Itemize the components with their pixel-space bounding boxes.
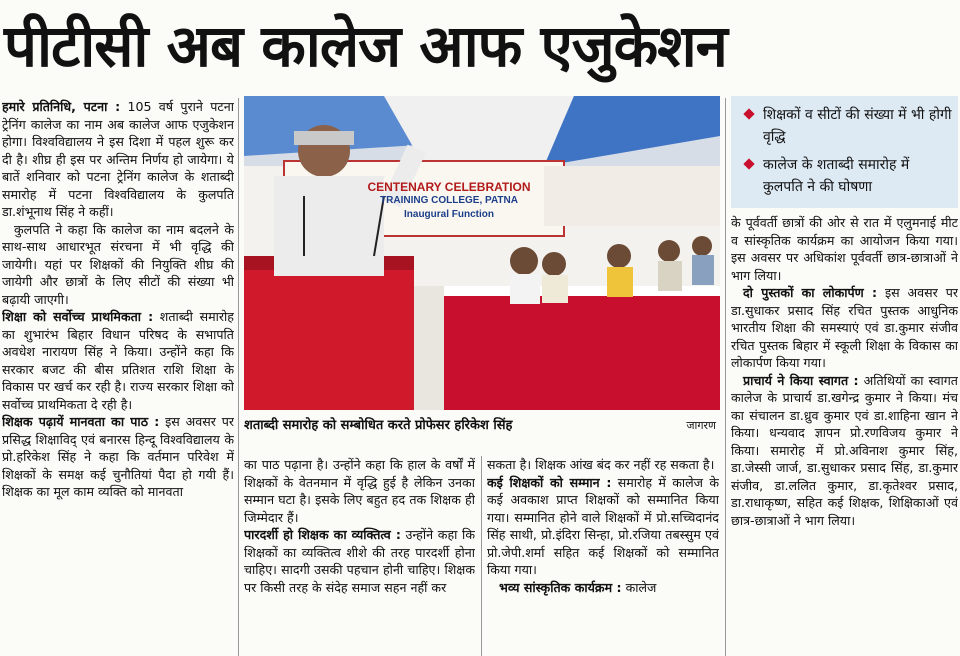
dateline: हमारे प्रतिनिधि, पटना : [2,99,121,114]
highlight-text: कालेज के शताब्दी समारोह में कुलपति ने की घोषणा [763,157,910,195]
subheading: भव्य सांस्कृतिक कार्यक्रम : [499,579,622,595]
paragraph: का पाठ पढ़ाना है। उन्होंने कहा कि हाल के वर्षों में शिक्षकों के वेतनमान में वृद्धि हुई है लेकिन उनका सम्मान घटा है। इसके लिए बहुत हद तक शिक्षक ही जिम्मेदार हैं। [244,457,475,525]
subheading: दो पुस्तकों का लोकार्पण : [743,285,878,300]
paragraph [2,98,234,221]
column-divider [725,98,726,656]
paragraph-text: 105 वर्ष पुराने पटना ट्रेनिंग कालेज का नाम अब कालेज आफ एजुकेशन होगा। विश्वविद्यालय ने इस दिशा में पहल शुरू कर दी है। शीघ्र ही इस पर अन्तिम निर्णय हो जायेगा। ये बातें शनिवार को पटना ट्रेनिंग कालेज के शताब्दी समारोह में पटना विश्वविद्यालय के कुलपति डा.शंभूनाथ सिंह ने कहीं। [2,99,234,219]
paragraph-text: शताब्दी समारोह का शुभारंभ बिहार विधान परिषद के सभापति अवधेश नारायण सिंह ने किया। उन्होंने कहा कि सरकार बजट की बीस प्रतिशत राशि शिक्षा के विकास पर खर्च कर रही है। राज्य सरकार शिक्षा को सर्वोच्च प्राथमिकता दे रही है। [2,309,234,412]
highlights-box [731,96,958,208]
highlight-item [745,104,952,148]
photo-caption [244,414,720,438]
headline: पीटीसी अब कालेज आफ एजुकेशन [4,12,727,80]
column-divider [481,456,482,656]
article-column-4 [731,214,958,656]
paragraph-text: अतिथियों का स्वागत कालेज के प्राचार्य डा.खगेन्द्र कुमार ने किया। मंच का संचालन डा.ध्रुव कुमार एवं डा.शाहिना खान ने किया। धन्यवाद ज्ञापन प्रो.रणविजय कुमार ने किया। समारोह में प्रो.अविनाश कुमार सिंह, डा.जेस्सी जार्ज, डा.सुधाकर प्रसाद सिंह, डा.कुमार संजीव, डा.ललित कुमार, डा.कृतेश्वर प्रसाद, डा.राधाकृष्ण, सहित कई शिक्षक, शिक्षिकाओं एवं छात्र-छात्राओं ने भाग लिया। [731,372,958,528]
paragraph: के पूर्ववर्ती छात्रों की ओर से रात में एलुमनाई मीट व सांस्कृतिक कार्यक्रम का आयोजन किया गया। इस अवसर पर अधिकांश पूर्ववर्ती छात्र-छात्राओं ने भाग लिया। [731,215,958,283]
paragraph [731,372,958,530]
paragraph [487,474,719,579]
column-divider [238,98,239,656]
banner-line-2: TRAINING COLLEGE, PATNA [380,195,518,206]
paragraph [487,579,719,597]
banner-line-3: Inaugural Function [404,209,494,220]
paragraph: कुलपति ने कहा कि कालेज का नाम बदलने के साथ-साथ आधारभूत संरचना में भी वृद्धि की जायेगी। यहां पर शिक्षकों की नियुक्ति शीघ्र की जायेगी और छात्रों के लिए सीटों की संख्या भी बढ़ायी जाएगी। [2,221,234,307]
subheading: पारदर्शी हो शिक्षक का व्यक्तित्व : [244,527,401,542]
paragraph-text: इस अवसर पर प्रसिद्ध शिक्षाविद् एवं बनारस हिन्दू विश्वविद्यालय के प्रो.हरिकेश सिंह ने कहा कि वर्तमान परिवेश में शिक्षकों के समक्ष कई चुनौतियां पैदा हो गयी हैं। शिक्षक का मूल काम व्यक्ति को मानवता [2,414,234,499]
event-photo [244,96,720,410]
paragraph-text: उन्होंने कहा कि शिक्षकों का व्यक्तित्व शीशे की तरह पारदर्शी होना चाहिए। सादगी उसकी पहचान होनी चाहिए। शिक्षक पर किसी तरह के संदेह समाज सहन नहीं कर [244,527,475,595]
highlight-item [745,154,952,198]
subheading: कई शिक्षकों को सम्मान : [487,474,612,490]
banner-line-1: CENTENARY CELEBRATION [367,180,531,194]
paragraph [244,526,475,596]
subheading: शिक्षक पढ़ायें मानवता का पाठ : [2,414,160,429]
photo-credit: जागरण [686,419,716,432]
paragraph-text: कालेज [625,579,657,595]
article-column-1 [2,98,234,656]
paragraph-text: इस अवसर पर डा.सुधाकर प्रसाद सिंह रचित पुस्तक आधुनिक भारतीय शिक्षा की समस्याएं एवं डा.कुमार संजीव रचित पुस्तक बिहार में स्कूली शिक्षा के विकास का लोकार्पण किया गया। [731,285,958,370]
paragraph [2,308,234,413]
photo-illustration [244,96,720,410]
subheading: शिक्षा को सर्वोच्च प्राथमिकता : [2,309,154,324]
paragraph: सकता है। शिक्षक आंख बंद कर नहीं रह सकता है। [487,457,715,472]
paragraph [2,413,234,501]
caption-text: शताब्दी समारोह को सम्बोधित करते प्रोफेसर हरिकेश सिंह [244,418,513,433]
subheading: प्राचार्य ने किया स्वागत : [743,372,859,388]
article-column-2 [244,456,475,656]
paragraph [731,284,958,372]
paragraph-text: समारोह में कालेज के कई अवकाश प्राप्त शिक्षकों को सम्मानित किया गया। सम्मानित होने वाले शिक्षकों में प्रो.सच्चिदानंद सिंह साथी, प्रो.इंदिरा सिन्हा, प्रो.रजिया तबस्सुम एवं प्रो.जेपी.शर्मा सहित कई शिक्षकों को सम्मानित किया गया। [487,474,719,577]
diamond-bullet-icon [743,158,754,169]
diamond-bullet-icon [743,108,754,119]
banner-text [339,180,559,222]
article-column-3 [487,456,719,656]
highlight-text: शिक्षकों व सीटों की संख्या में भी होगी वृद्धि [763,107,952,145]
